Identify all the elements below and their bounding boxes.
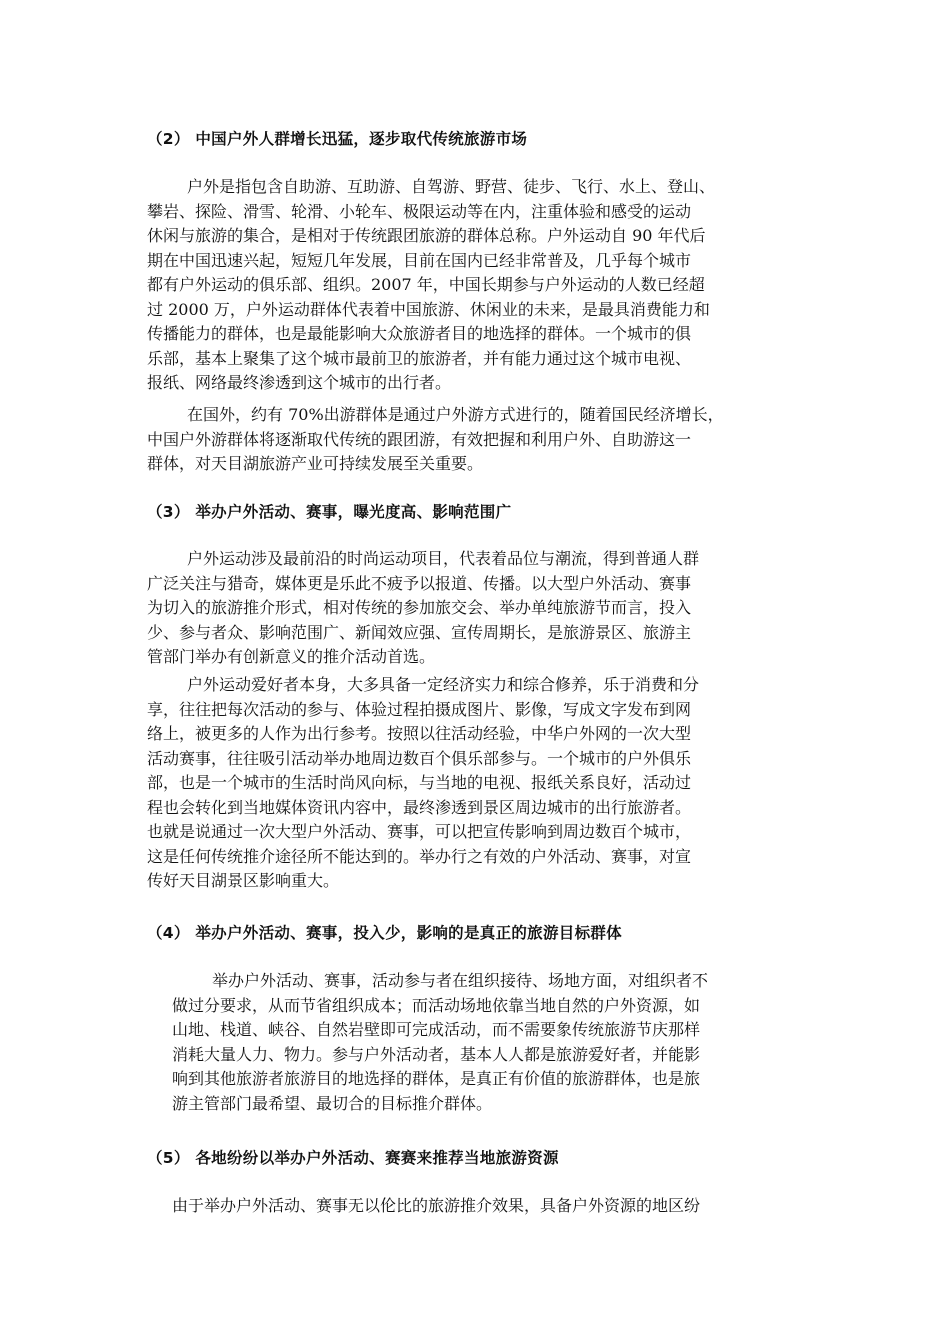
text-line: 广泛关注与猎奇，媒体更是乐此不疲予以报道、传播。以大型户外活动、赛事 <box>147 573 692 593</box>
text-line: 活动赛事，往往吸引活动举办地周边数百个俱乐部参与。一个城市的户外俱乐 <box>147 748 692 768</box>
text-line: 响到其他旅游者旅游目的地选择的群体，是真正有价值的旅游群体，也是旅 <box>172 1069 701 1088</box>
paragraph-3-1 <box>147 547 807 670</box>
text-line: 由于举办户外活动、赛事无以伦比的旅游推介效果，具备户外资源的地区纷 <box>172 1196 701 1215</box>
text-line: 消耗大量人力、物力。参与户外活动者，基本人人都是旅游爱好者，并能影 <box>172 1044 701 1064</box>
text-line: 在国外，约有 70%出游群体是通过户外游方式进行的，随着国民经济增长， <box>187 405 724 424</box>
text-line: 户外是指包含自助游、互助游、自驾游、野营、徒步、飞行、水上、登山、 <box>187 177 716 196</box>
text-line: 也就是说通过一次大型户外活动、赛事，可以把宣传影响到周边数百个城市， <box>147 822 692 841</box>
paragraph-2-1 <box>147 175 807 396</box>
text-line: 传播能力的群体，也是最能影响大众旅游者目的地选择的群体。一个城市的俱 <box>147 324 692 343</box>
section-heading-5: （5） 各地纷纷以举办户外活动、赛赛来推荐当地旅游资源 <box>147 1149 559 1167</box>
paragraph-2-2 <box>147 403 817 477</box>
paragraph-3-2 <box>147 673 807 894</box>
text-line: 群体，对天目湖旅游产业可持续发展至关重要。 <box>147 454 484 473</box>
text-line: 程也会转化到当地媒体资讯内容中，最终渗透到景区周边城市的出行旅游者。 <box>147 797 692 817</box>
text-line: 户外运动爱好者本身，大多具备一定经济实力和综合修养，乐于消费和分 <box>187 675 700 694</box>
text-line: 户外运动涉及最前沿的时尚运动项目，代表着品位与潮流，得到普通人群 <box>187 549 700 568</box>
text-line: 攀岩、探险、滑雪、轮滑、小轮车、极限运动等在内，注重体验和感受的运动 <box>147 201 692 221</box>
text-line: 举办户外活动、赛事，活动参与者在组织接待、场地方面，对组织者不 <box>212 971 709 990</box>
text-line: 中国户外游群体将逐渐取代传统的跟团游，有效把握和利用户外、自助游这一 <box>147 429 692 449</box>
text-line: 乐部，基本上聚集了这个城市最前卫的旅游者，并有能力通过这个城市电视、 <box>147 348 692 368</box>
text-line: 过 2000 万，户外运动群体代表着中国旅游、休闲业的未来，是最具消费能力和 <box>147 299 710 319</box>
text-line: 休闲与旅游的集合，是相对于传统跟团旅游的群体总称。户外运动自 90 年代后 <box>147 226 706 245</box>
section-heading-2: （2） 中国户外人群增长迅猛，逐步取代传统旅游市场 <box>147 130 528 148</box>
text-line: 期在中国迅速兴起，短短几年发展，目前在国内已经非常普及，几乎每个城市 <box>147 250 692 270</box>
section-heading-4: （4） 举办户外活动、赛事，投入少，影响的是真正的旅游目标群体 <box>147 924 622 942</box>
text-line: 传好天目湖景区影响重大。 <box>147 871 340 890</box>
text-line: 这是任何传统推介途径所不能达到的。举办行之有效的户外活动、赛事，对宣 <box>147 846 692 866</box>
text-line: 为切入的旅游推介形式，相对传统的参加旅交会、举办单纯旅游节而言，投入 <box>147 598 692 617</box>
text-line: 络上，被更多的人作为出行参考。按照以往活动经验，中华户外网的一次大型 <box>147 724 692 743</box>
text-line: 管部门举办有创新意义的推介活动首选。 <box>147 647 436 666</box>
text-line: 部，也是一个城市的生活时尚风向标，与当地的电视、报纸关系良好，活动过 <box>147 773 692 792</box>
text-line: 做过分要求，从而节省组织成本；而活动场地依靠当地自然的户外资源，如 <box>172 995 701 1015</box>
paragraph-5-1 <box>172 1194 812 1219</box>
text-line: 享，往往把每次活动的参与、体验过程拍摄成图片、影像，写成文字发布到网 <box>147 699 692 719</box>
paragraph-4-1 <box>172 969 812 1116</box>
text-line: 少、参与者众、影响范围广、新闻效应强、宣传周期长，是旅游景区、旅游主 <box>147 622 692 642</box>
text-line: 游主管部门最希望、最切合的目标推介群体。 <box>172 1093 493 1113</box>
text-line: 都有户外运动的俱乐部、组织。2007 年，中国长期参与户外运动的人数已经超 <box>147 275 705 294</box>
text-line: 报纸、网络最终渗透到这个城市的出行者。 <box>147 373 452 392</box>
section-heading-3: （3） 举办户外活动、赛事，曝光度高、影响范围广 <box>147 503 512 521</box>
text-line: 山地、栈道、峡谷、自然岩壁即可完成活动，而不需要象传统旅游节庆那样 <box>172 1020 701 1039</box>
